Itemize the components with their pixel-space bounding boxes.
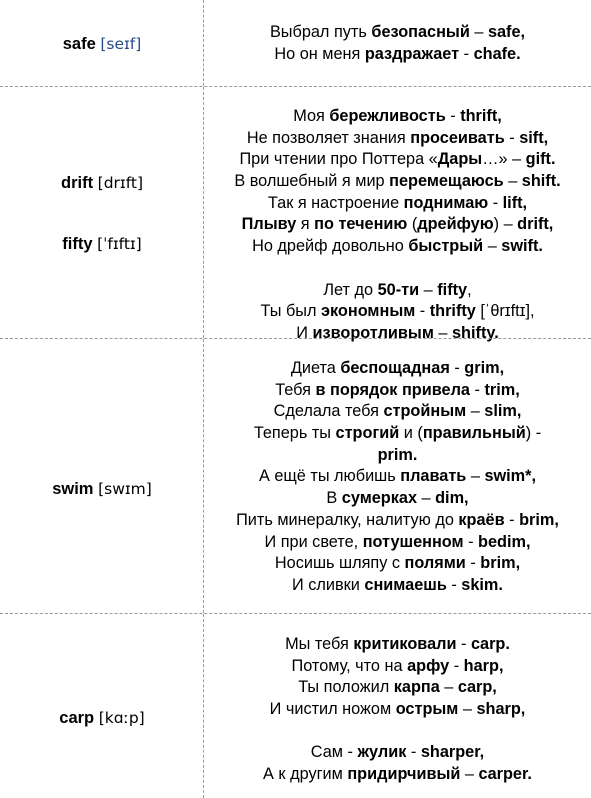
word-transcription: [kɑːp]: [98, 709, 145, 727]
text-segment: ,: [467, 280, 472, 299]
poem-line: [204, 193, 591, 215]
bold-segment: shifty.: [452, 323, 499, 342]
poem-cell: [204, 614, 591, 798]
text-segment: Сам -: [310, 743, 358, 762]
poem-line: [204, 171, 591, 193]
text-segment: –: [439, 678, 458, 697]
text-segment: –: [503, 172, 522, 191]
text-segment: [ˈθrɪftɪ],: [475, 302, 535, 321]
bold-segment: sift,: [519, 128, 549, 147]
bold-segment: trim,: [484, 380, 520, 399]
bold-segment: drift,: [517, 215, 554, 234]
text-segment: -: [406, 743, 421, 762]
text-segment: В волшебный я мир: [234, 172, 390, 191]
bold-segment: sharper,: [420, 743, 485, 762]
bold-segment: brim,: [519, 510, 559, 529]
bold-segment: grim,: [464, 359, 505, 377]
rhyme-poem: [204, 358, 591, 597]
bold-segment: сумерках: [341, 489, 417, 508]
bold-segment: Плыву: [241, 215, 297, 234]
poem-line: [204, 699, 591, 721]
vocabulary-word: [0, 173, 204, 193]
word-text: safe: [62, 35, 96, 53]
text-segment: И сливки: [292, 575, 365, 594]
vocabulary-word: [0, 479, 204, 499]
text-segment: …» –: [482, 150, 526, 169]
word-cell: [0, 87, 204, 338]
text-segment: –: [466, 467, 485, 486]
text-segment: -: [504, 510, 520, 529]
poem-line: [204, 423, 591, 445]
table-row: [0, 0, 591, 86]
bold-segment: дрейфую: [417, 215, 494, 234]
text-segment: Но он меня: [274, 44, 365, 63]
table-row: [0, 86, 591, 342]
word-transcription: [ˈfɪftɪ]: [97, 235, 142, 253]
text-segment: –: [433, 323, 452, 342]
bold-segment: thrifty: [429, 302, 476, 321]
bold-segment: dim,: [435, 489, 469, 508]
bold-segment: fifty: [437, 280, 468, 299]
text-segment: ) –: [493, 215, 518, 234]
poem-line: [204, 401, 591, 423]
poem-cell: [204, 0, 591, 86]
bold-segment: lift,: [502, 193, 528, 212]
bold-segment: безопасный: [371, 23, 470, 41]
bold-segment: полями: [404, 554, 466, 573]
bold-segment: острым: [395, 700, 459, 719]
poem-line: [204, 445, 591, 467]
bold-segment: снимаешь: [364, 575, 447, 594]
poem-line: [204, 380, 591, 402]
bold-segment: sharp,: [476, 700, 526, 719]
bold-segment: просеивать: [410, 128, 505, 147]
text-segment: -: [469, 380, 485, 399]
text-segment: Носишь шляпу с: [274, 554, 405, 573]
bold-segment: краёв: [458, 510, 505, 529]
vocabulary-word: [0, 234, 204, 254]
text-segment: А ещё ты любишь: [258, 467, 401, 486]
poem-line: [204, 532, 591, 554]
poem-line: [204, 106, 591, 128]
bold-segment: bedim,: [478, 532, 531, 551]
bold-segment: правильный: [422, 424, 526, 443]
text-segment: -: [446, 575, 462, 594]
word-text: fifty: [62, 235, 93, 253]
text-segment: Мы тебя: [285, 635, 354, 653]
text-segment: и (: [399, 424, 423, 443]
bold-segment: перемещаюсь: [389, 172, 504, 191]
poem-line: [204, 656, 591, 678]
text-segment: Теперь ты: [253, 424, 336, 443]
poem-line: [204, 214, 591, 236]
text-segment: Моя: [293, 107, 330, 125]
word-text: swim: [52, 480, 94, 498]
bold-segment: carper.: [478, 765, 532, 784]
poem-line: [204, 510, 591, 532]
poem-line: [204, 575, 591, 597]
bold-segment: swift.: [501, 237, 543, 256]
bold-segment: придирчивый: [347, 765, 461, 784]
poem-line: [204, 128, 591, 150]
poem-line: [204, 466, 591, 488]
bold-segment: carp.: [470, 635, 510, 653]
bold-segment: бережливость: [329, 107, 446, 125]
poem-line: [204, 764, 591, 786]
text-segment: -: [465, 554, 481, 573]
poem-line: [204, 44, 591, 66]
poem-line: [204, 22, 591, 44]
poem-line: [204, 358, 591, 380]
bold-segment: по течению: [314, 215, 408, 234]
rhyme-poem: [204, 22, 591, 65]
text-segment: -: [415, 302, 430, 321]
poem-line: [204, 677, 591, 699]
bold-segment: стройным: [383, 402, 467, 421]
bold-segment: gift.: [525, 150, 556, 169]
text-segment: –: [460, 765, 479, 784]
text-segment: -: [459, 44, 474, 63]
bold-segment: беспощадная: [340, 359, 450, 377]
text-segment: -: [504, 128, 520, 147]
poem-line: [204, 742, 591, 764]
poem-line: [204, 553, 591, 575]
text-segment: (: [407, 215, 418, 234]
text-segment: И при свете,: [264, 532, 363, 551]
bold-segment: экономным: [321, 302, 416, 321]
vocabulary-word: [0, 708, 204, 728]
bold-segment: skim.: [461, 575, 503, 594]
bold-segment: плавать: [400, 467, 467, 486]
text-segment: Ты положил: [298, 678, 394, 697]
poem-line: [204, 488, 591, 510]
word-cell: [0, 0, 204, 86]
text-segment: -: [445, 107, 461, 125]
bold-segment: Дары: [437, 150, 483, 169]
bold-segment: арфу: [407, 656, 450, 675]
stanza-gap: [204, 258, 591, 280]
poem-cell: [204, 339, 591, 613]
text-segment: Выбрал путь: [269, 23, 372, 41]
text-segment: Так я настроение: [267, 193, 404, 212]
text-segment: –: [466, 402, 485, 421]
word-cell: [0, 339, 204, 613]
poem-line: [204, 301, 591, 323]
text-segment: -: [488, 193, 503, 212]
bold-segment: критиковали: [353, 635, 457, 653]
text-segment: –: [458, 700, 477, 719]
bold-segment: slim,: [484, 402, 522, 421]
word-transcription: [seɪf]: [100, 35, 142, 53]
text-segment: -: [463, 532, 479, 551]
poem-line: [204, 149, 591, 171]
rhyme-poem: [204, 106, 591, 345]
text-segment: Не позволяет знания: [246, 128, 411, 147]
bold-segment: потушенном: [362, 532, 464, 551]
text-segment: И: [296, 323, 313, 342]
bold-segment: раздражает: [364, 44, 460, 63]
text-segment: –: [483, 237, 502, 256]
text-segment: –: [419, 280, 438, 299]
text-segment: Диета: [290, 359, 341, 377]
word-transcription: [drɪft]: [97, 174, 143, 192]
word-text: drift: [61, 174, 94, 192]
poem-cell: [204, 87, 591, 342]
rhyme-poem: [204, 634, 591, 786]
bold-segment: 50-ти: [377, 280, 420, 299]
stanza-gap: [204, 721, 591, 743]
text-segment: В: [326, 489, 342, 508]
bold-segment: карпа: [393, 678, 440, 697]
text-segment: –: [469, 23, 488, 41]
bold-segment: harp,: [463, 656, 504, 675]
bold-segment: brim,: [480, 554, 521, 573]
text-segment: Тебя: [275, 380, 316, 399]
bold-segment: поднимаю: [403, 193, 489, 212]
bold-segment: thrift,: [460, 107, 502, 125]
bold-segment: жулик: [357, 743, 407, 762]
text-segment: ) -: [525, 424, 542, 443]
text-segment: И чистил ножом: [269, 700, 396, 719]
text-segment: –: [417, 489, 436, 508]
text-segment: -: [456, 635, 471, 653]
text-segment: -: [449, 656, 464, 675]
bold-segment: быстрый: [408, 237, 484, 256]
bold-segment: chafe.: [473, 44, 521, 63]
poem-line: [204, 236, 591, 258]
bold-segment: swim*,: [484, 467, 537, 486]
bold-segment: carp,: [457, 678, 497, 697]
word-transcription: [swɪm]: [98, 480, 152, 498]
bold-segment: prim.: [377, 445, 418, 464]
text-segment: Пить минералку, налитую до: [236, 510, 459, 529]
text-segment: При чтении про Поттера «: [239, 150, 438, 169]
text-segment: Потому, что на: [291, 656, 408, 675]
text-segment: Сделала тебя: [273, 402, 384, 421]
poem-line: [204, 280, 591, 302]
text-segment: Лет до: [323, 280, 378, 299]
table-row: [0, 613, 591, 798]
text-segment: Но дрейф довольно: [252, 237, 409, 256]
word-cell: [0, 614, 204, 798]
bold-segment: safe,: [487, 23, 526, 41]
text-segment: -: [449, 359, 465, 377]
text-segment: Ты был: [260, 302, 321, 321]
vocabulary-word: [0, 34, 204, 54]
text-segment: я: [296, 215, 315, 234]
table-row: [0, 338, 591, 613]
bold-segment: shift.: [521, 172, 561, 191]
bold-segment: изворотливым: [312, 323, 434, 342]
poem-line: [204, 634, 591, 656]
text-segment: А к другим: [263, 765, 348, 784]
word-text: carp: [59, 709, 95, 727]
bold-segment: в порядок привела: [315, 380, 470, 399]
bold-segment: строгий: [335, 424, 400, 443]
